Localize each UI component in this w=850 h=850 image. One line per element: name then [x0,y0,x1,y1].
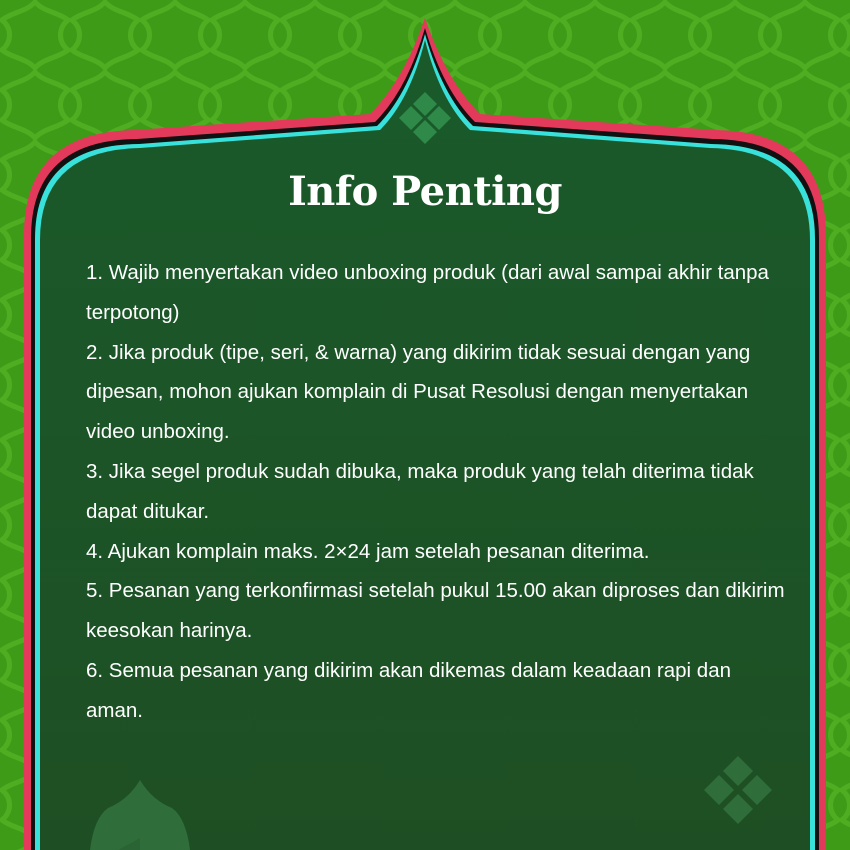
rule-item: 4. Ajukan komplain maks. 2×24 jam setelah pesanan diterima. [86,539,650,563]
page-title: Info Penting [288,168,562,215]
rule-item: 5. Pesanan yang terkonfirmasi setelah pukul 15.00 akan diproses dan dikirim keesokan harinya. [86,579,785,643]
rule-item: 1. Wajib menyertakan video unboxing produk (dari awal sampai akhir tanpa terpotong) [86,261,769,324]
rule-item: 2. Jika produk (tipe, seri, & warna) yang dikirim tidak sesuai dengan yang dipesan, mohon ajukan komplain di Pusat Resolusi dengan menyertakan video unboxing. [86,340,751,444]
rules-list [86,253,786,731]
rule-item: 6. Semua pesanan yang dikirim akan dikemas dalam keadaan rapi dan aman. [86,658,731,722]
rule-item: 3. Jika segel produk sudah dibuka, maka produk yang telah diterima tidak dapat ditukar. [86,459,754,523]
